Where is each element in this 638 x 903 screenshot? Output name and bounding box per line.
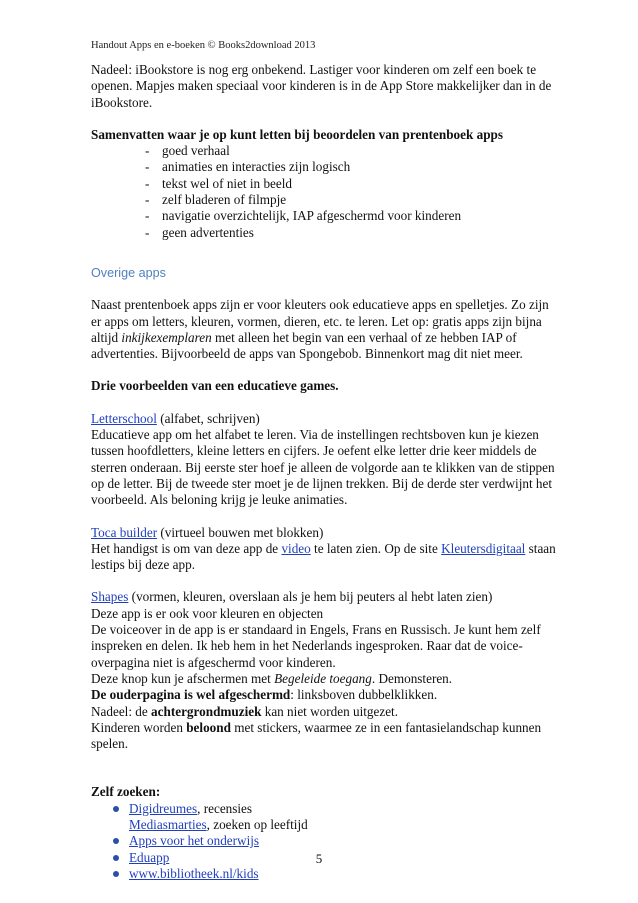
- zelf-zoeken-list: [91, 801, 561, 882]
- letterschool-text: Educatieve app om het alfabet te leren. Via de instellingen rechtsboven kun je kiezen tussen hoofdletters, kleine letters en cijfers. Je oefent elke letter drie keer middels de sterren onderaan. Bij eerste ster hoef je alleen de volgorde aan te klikken van de stippen op de letter. Bij de tweede ster moet je de lijnen trekken. Bij de derde ster verdwijnt het voorbeeld. Als beloning krijg je leuke animaties.: [91, 427, 555, 508]
- apps-onderwijs-link[interactable]: Apps voor het onderwijs: [129, 833, 260, 849]
- video-link[interactable]: video: [281, 540, 311, 556]
- list-item: Digidreumes, recensies Mediasmarties, zoeken op leeftijd: [111, 801, 561, 834]
- eduapp-link[interactable]: Eduapp: [129, 849, 170, 865]
- list-item: - zelf bladeren of filmpje: [145, 192, 287, 208]
- zelf-zoeken-title: Zelf zoeken:: [91, 784, 161, 800]
- toca-heading: Toca builder (virtueel bouwen met blokken): [91, 524, 324, 540]
- letterschool-heading: Letterschool (alfabet, schrijven): [91, 410, 260, 426]
- shapes-line: De voiceover in de app is er standaard in Engels, Frans en Russisch. Je kunt hem zelf inspreken en delen. Ik heb hem in het Nederlands ingesproken. Raar dat de voice-overpagina niet is afgeschermd voor kinderen.: [91, 622, 541, 670]
- overige-paragraph: Naast prentenboek apps zijn er voor kleuters ook educatieve apps en spelletjes. Zo zijn er apps om letters, kleuren, vormen, dieren, etc. te leren. Let op: gratis apps zijn bijna altijd inkijkexemplaren met alleen het begin van een verhaal of ze hebben IAP of advertenties. Bijvoorbeeld de apps van Spongebob. Binnenkort mag dit niet meer.: [91, 297, 549, 362]
- bullet-icon: [113, 871, 119, 877]
- shapes-heading: Shapes (vormen, kleuren, overslaan als je hem bij peuters al hebt laten zien): [91, 589, 493, 605]
- list-item: - animaties en interacties zijn logisch: [145, 159, 351, 175]
- letterschool-link[interactable]: Letterschool: [91, 410, 157, 426]
- kleutersdigitaal-link[interactable]: Kleutersdigitaal: [441, 540, 526, 556]
- toca-text: Het handigst is om van deze app de video te laten zien. Op de site Kleutersdigitaal staan lestips bij deze app.: [91, 540, 556, 573]
- list-item: - navigatie overzichtelijk, IAP afgeschermd voor kinderen: [145, 208, 462, 224]
- shapes-link[interactable]: Shapes: [91, 589, 129, 605]
- list-item: - tekst wel of niet in beeld: [145, 175, 293, 191]
- checklist-title: Samenvatten waar je op kunt letten bij beoordelen van prentenboek apps: [91, 126, 504, 142]
- toca-builder-link[interactable]: Toca builder: [91, 524, 158, 540]
- list-item: [111, 833, 561, 849]
- list-item: - geen advertenties: [145, 224, 254, 240]
- mediasmarties-link[interactable]: Mediasmarties: [129, 816, 207, 832]
- section-heading-overige-apps: Overige apps: [91, 265, 166, 280]
- page-content: [91, 62, 561, 882]
- shapes-line: De ouderpagina is wel afgeschermd: linksboven dubbelklikken.: [91, 687, 438, 703]
- bullet-icon: [113, 838, 119, 844]
- shapes-line: Deze knop kun je afschermen met Begeleide toegang. Demonsteren.: [91, 670, 453, 686]
- digidreumes-link[interactable]: Digidreumes: [129, 800, 198, 816]
- shapes-line: Deze app is er ook voor kleuren en objecten: [91, 605, 324, 621]
- running-header: Handout Apps en e-boeken © Books2download 2013: [91, 40, 316, 51]
- list-item: [111, 866, 561, 882]
- page-number: 5: [315, 851, 323, 866]
- checklist: [91, 143, 561, 241]
- list-item: - goed verhaal: [145, 143, 230, 159]
- shapes-line: Nadeel: de achtergrondmuziek kan niet worden uitgezet.: [91, 703, 399, 719]
- examples-title: Drie voorbeelden van een educatieve games.: [91, 378, 339, 394]
- bibliotheek-kids-link[interactable]: www.bibliotheek.nl/kids: [129, 865, 259, 881]
- bullet-icon: [113, 806, 119, 812]
- shapes-line: Kinderen worden beloond met stickers, waarmee ze in een fantasielandschap kunnen spelen.: [91, 719, 542, 752]
- intro-paragraph: Nadeel: iBookstore is nog erg onbekend. Lastiger voor kinderen om zelf een boek te openen. Mapjes maken speciaal voor kinderen is in de App Store makkelijker dan in de iBookstore.: [91, 62, 552, 110]
